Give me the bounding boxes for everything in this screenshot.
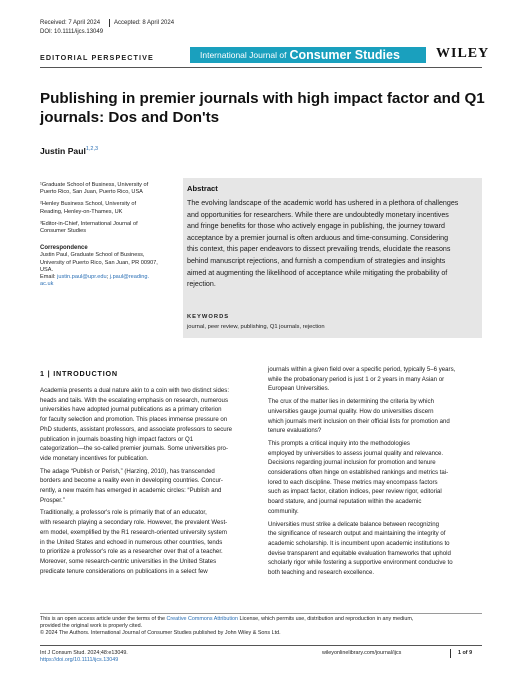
body-line: scholarly rigor while fostering a supportive environment conducive to xyxy=(268,559,453,567)
email-separator: ; xyxy=(106,274,109,281)
body-line: considerations often hinge on established rankings and metrics tai- xyxy=(268,469,449,477)
title-line: Publishing in premier journals with high impact factor and Q1 xyxy=(40,90,485,107)
body-line: which journals merit inclusion on their official lists for promotion and xyxy=(268,417,450,425)
footnote-line: provided the original work is properly cited. xyxy=(40,623,143,630)
journal-name-big: Consumer Studies xyxy=(289,48,400,62)
license-footnote xyxy=(40,616,482,638)
affiliations xyxy=(40,182,180,288)
abstract-line: aimed at augmenting the likelihood of acceptance while mitigating the probability of xyxy=(187,268,448,277)
body-line: Moreover, some research-centric universities in the United States xyxy=(40,557,217,565)
email-link-reading[interactable]: j.paul@reading. xyxy=(109,274,150,281)
publisher-logo: WILEY xyxy=(436,46,490,61)
body-line: This prompts a critical inquiry into the methodologies xyxy=(268,439,410,447)
affiliation-2 xyxy=(40,201,180,215)
body-line: The adage “Publish or Perish,” (Harzing, 2010), has transcended xyxy=(40,467,215,475)
correspondence-line: USA. xyxy=(40,266,54,273)
author-affil-marks[interactable]: 1,2,3 xyxy=(85,146,99,153)
accepted-date: Accepted: 8 April 2024 xyxy=(114,20,175,26)
body-line: European Universities. xyxy=(268,385,330,393)
body-line: with research playing a secondary role. However, the prevalent West- xyxy=(40,519,228,527)
body-line: categorization—the so-called premier journals. Some universities pro- xyxy=(40,445,228,453)
body-line: devise transparent and equitable evaluation frameworks that uphold xyxy=(268,549,451,557)
section-heading-introduction: 1 | INTRODUCTION xyxy=(40,369,118,378)
abstract-text xyxy=(187,198,481,291)
body-line: the significance of research output and maintaining the integrity of xyxy=(268,530,446,538)
affiliation-1 xyxy=(40,182,180,196)
email-label: Email: xyxy=(40,274,56,281)
body-left-column xyxy=(40,386,254,576)
body-line: borders and become a reality even in developing countries. Concur- xyxy=(40,477,223,485)
journal-site-link[interactable]: wileyonlinelibrary.com/journal/ijcs xyxy=(322,650,402,656)
body-line: The crux of the matter lies in determining the criteria by which xyxy=(268,398,434,406)
abstract-line: and fringe benefits for those who actively engage in publishing, the journey toward xyxy=(187,222,445,231)
journal-banner xyxy=(190,47,426,63)
body-line: to prioritize a professor's role as a researcher over that of a teacher. xyxy=(40,548,223,556)
body-line: Decisions regarding journal inclusion for promotion and tenure xyxy=(268,459,436,467)
abstract-line: and opportunities for researchers. While there are undoubtedly monetary incentives xyxy=(187,210,449,219)
page-number: 1 of 9 xyxy=(458,650,473,656)
footer-citation xyxy=(40,650,128,664)
body-line: Academia presents a dual nature akin to a coin with two distinct sides: xyxy=(40,387,230,394)
footnote-line xyxy=(40,616,482,623)
correspondence-heading: Correspondence xyxy=(40,245,88,252)
body-line: lored to each discipline. These metrics may encompass factors xyxy=(268,478,438,486)
affiliation-line: Puerto Rico, San Juan, Puerto Rico, USA xyxy=(40,189,143,196)
abstract-line: rejection. xyxy=(187,280,216,289)
body-line: in the United States and echoed in numerous other countries, tends xyxy=(40,538,223,546)
email-link-upr[interactable]: justin.paul@upr.edu xyxy=(57,274,107,281)
body-line: both teaching and research excellence. xyxy=(268,569,375,577)
correspondence-line: University of Puerto Rico, San Juan, PR 00907, xyxy=(40,259,158,266)
body-line: ern model, exemplified by the R1 research-oriented university system xyxy=(40,528,227,536)
body-line: vide monetary incentives for publication. xyxy=(40,454,149,462)
body-line: universities gauge journal quality. How do universities discern xyxy=(268,407,434,415)
abstract-box xyxy=(183,178,482,338)
body-line: PhD students, assistant professors, and associate professors to secure xyxy=(40,425,233,433)
footnote-rule xyxy=(40,613,482,614)
body-line: predicate tenure considerations on publications in a select few xyxy=(40,567,208,575)
correspondence-email xyxy=(40,274,180,281)
body-line: Universities must strike a delicate balance between recognizing xyxy=(268,520,440,528)
body-line: journals within a given field over a specific period, typically 5–6 years, xyxy=(268,366,456,373)
meta-divider xyxy=(109,19,110,27)
affiliation-line: ²Henley Business School, University of xyxy=(40,201,137,208)
footer-divider xyxy=(450,649,451,658)
abstract-line: this context, this paper endeavors to dissect prevailing trends, elucidate the reasons xyxy=(187,245,451,254)
body-line: employed by universities to assess journal quality and relevance. xyxy=(268,449,444,457)
body-line: while the probationary period is just 1 or 2 years in many Asian or xyxy=(268,375,445,383)
footnote-text: This is an open access article under the terms of the xyxy=(40,616,167,622)
author-name-text: Justin Paul xyxy=(40,146,86,156)
body-line: rently, a new maxim has emerged in academic circles: “Publish and xyxy=(40,487,222,495)
affiliation-line: ¹Graduate School of Business, University of xyxy=(40,182,149,188)
body-line: for faculty selection and promotion. This places immense pressure on xyxy=(40,416,228,424)
footnote-text: License, which permits use, distribution and reproduction in any medium, xyxy=(238,616,414,622)
body-line: universities have adopted journal publications as a primary criterion xyxy=(40,406,222,414)
affiliation-line: Reading, Henley-on-Thames, UK xyxy=(40,208,123,215)
citation-text: Int J Consum Stud. 2024;48:e13049. xyxy=(40,650,128,656)
keywords: journal, peer review, publishing, Q1 journals, rejection xyxy=(187,324,325,330)
body-right-column xyxy=(268,365,482,578)
journal-name-small: International Journal of xyxy=(200,50,287,60)
received-date: Received: 7 April 2024 xyxy=(40,20,101,26)
author-name xyxy=(40,146,98,156)
body-line: academic scholarship. It is incumbent upon academic institutions to xyxy=(268,539,450,547)
affiliation-line: ³Editor-in-Chief, International Journal of xyxy=(40,220,138,227)
affiliation-3 xyxy=(40,221,180,235)
body-line: heads and tails. With the escalating emphasis on research, numerous xyxy=(40,396,228,404)
body-line: community. xyxy=(268,507,299,515)
article-title xyxy=(40,89,490,127)
keywords-heading: KEYWORDS xyxy=(187,314,230,320)
affiliation-line: Consumer Studies xyxy=(40,228,87,235)
header-rule xyxy=(40,67,482,68)
body-line: publication in journals boasting high impact factors or Q1 xyxy=(40,435,194,443)
body-line: such as impact factor, citation indices, peer review rigor, editorial xyxy=(268,488,442,496)
body-line: Traditionally, a professor's role is primarily that of an educator, xyxy=(40,509,207,517)
doi-link[interactable]: https://doi.org/10.1111/ijcs.13049 xyxy=(40,657,119,664)
body-line: board stature, and journal reputation within the academic xyxy=(268,498,422,506)
email-link-reading-cont[interactable]: ac.uk xyxy=(40,281,54,288)
abstract-line: acceptance by a premier journal is often arduous and time-consuming. Considering xyxy=(187,233,449,242)
doi: DOI: 10.1111/ijcs.13049 xyxy=(40,29,104,35)
copyright-line: © 2024 The Authors. International Journal of Consumer Studies published by John Wiley & Sons Ltd. xyxy=(40,630,281,637)
cc-license-link[interactable]: Creative Commons Attribution xyxy=(166,616,239,622)
body-line: tenure evaluations? xyxy=(268,427,322,435)
title-line: journals: Dos and Don'ts xyxy=(40,109,220,126)
correspondence-line: Justin Paul, Graduate School of Business, xyxy=(40,252,145,259)
abstract-heading: Abstract xyxy=(187,184,218,193)
abstract-line: The evolving landscape of the academic world has ushered in a plethora of challenges xyxy=(187,199,459,207)
body-line: Prosper.” xyxy=(40,496,65,504)
abstract-line: behind manuscript rejections, and furnish a compendium of strategies and insights xyxy=(187,256,446,265)
footer-rule xyxy=(40,645,482,646)
article-type: EDITORIAL PERSPECTIVE xyxy=(40,53,154,62)
